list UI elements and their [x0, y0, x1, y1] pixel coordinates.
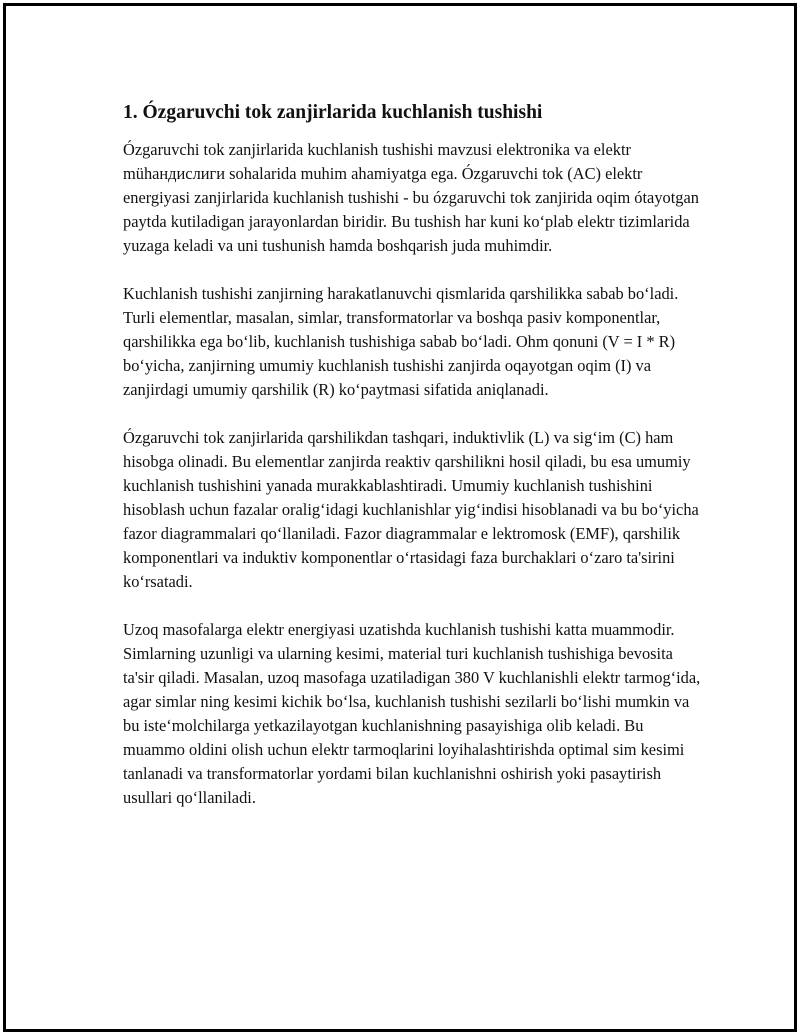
- page-frame: [3, 3, 797, 1032]
- paragraph-2: Kuchlanish tushishi zanjirning harakatlanuvchi qismlarida qarshilikka sabab bo‘ladi. Turli elementlar, masalan, simlar, transformatorlar va boshqa pasiv komponentlar, qarshilikka ega bo‘lib, kuchlanish tushishiga sabab bo‘ladi. Ohm qonuni (V = I * R) bo‘yicha, zanjirning umumiy kuchlanish tushishi zanjirda oqayotgan oqim (I) va zanjirdagi umumiy qarshilik (R) ko‘paytmasi sifatida aniqlanadi.: [123, 284, 679, 399]
- paragraph-4: Uzoq masofalarga elektr energiyasi uzatishda kuchlanish tushishi katta muammodir. Simlarning uzunligi va ularning kesimi, material turi kuchlanish tushishiga bevosita ta'sir qiladi. Masalan, uzoq masofaga uzatiladigan 380 V kuchlanishli elektr tarmog‘ida, agar simlar ning kesimi kichik bo‘lsa, kuchlanish tushishi sezilarli bo‘lishi mumkin va bu iste‘molchilarga yetkazilayotgan kuchlanishning pasayishiga olib keladi. Bu muammo oldini olish uchun elektr tarmoqlarini loyihalashtirishda optimal sim kesimi tanlanadi va transformatorlar yordami bilan kuchlanishni oshirish yoki pasaytirish usullari qo‘llaniladi.: [123, 620, 701, 807]
- section-heading: 1. Ózgaruvchi tok zanjirlarida kuchlanish tushishi: [123, 102, 543, 123]
- document-body: [123, 100, 708, 834]
- paragraph-1: Ózgaruvchi tok zanjirlarida kuchlanish tushishi mavzusi elektronika va elektr mühандислиги sohalarida muhim ahamiyatga ega. Ózgaruvchi tok (AC) elektr energiyasi zanjirlarida kuchlanish tushishi - bu ózgaruvchi tok zanjirida oqim ótayotgan paytda kutiladigan jarayonlardan biridir. Bu tushish har kuni ko‘plab elektr tizimlarida yuzaga keladi va uni tushunish hamda boshqarish juda muhimdir.: [123, 140, 699, 255]
- paragraph-3: Ózgaruvchi tok zanjirlarida qarshilikdan tashqari, induktivlik (L) va sig‘im (C) ham hisobga olinadi. Bu elementlar zanjirda reaktiv qarshilikni hosil qiladi, bu esa umumiy kuchlanish tushishini yanada murakkablashtiradi. Umumiy kuchlanish tushishini hisoblash uchun fazalar oralig‘idagi kuchlanishlar yig‘indisi hisoblanadi va bu bo‘yicha fazor diagrammalari qo‘llaniladi. Fazor diagrammalar e lektromosk (EMF), qarshilik komponentlari va induktiv komponentlar o‘rtasidagi faza burchaklari o‘zaro ta'sirini ko‘rsatadi.: [123, 428, 699, 591]
